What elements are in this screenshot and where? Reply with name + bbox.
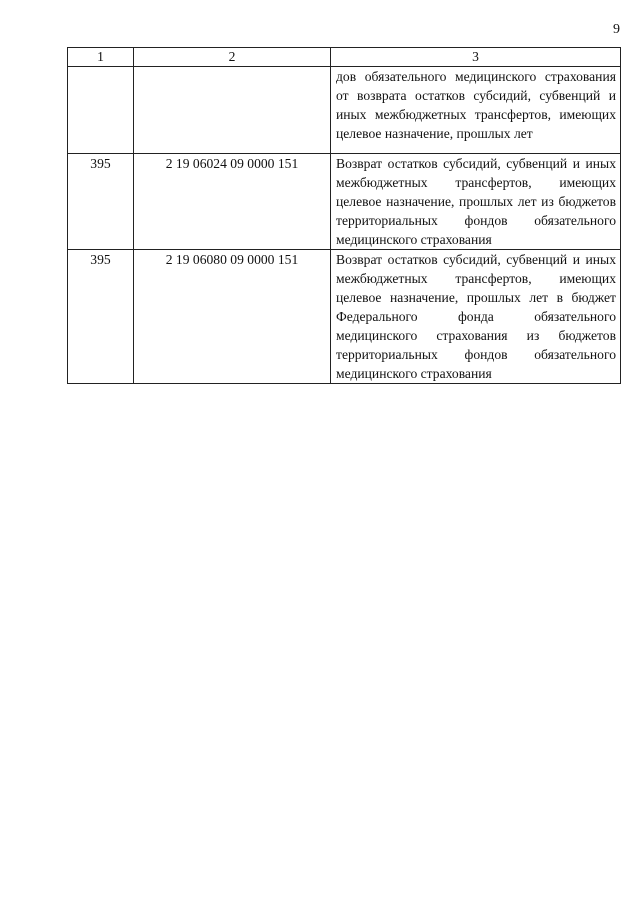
page-number: 9 (613, 22, 620, 37)
budget-classification-table (67, 47, 621, 384)
admin-code-cell (68, 67, 134, 154)
table-row (68, 67, 621, 154)
column-header-2: 2 (134, 48, 331, 67)
column-header-1: 1 (68, 48, 134, 67)
budget-code-cell (134, 67, 331, 154)
description-cell: дов обязательного медицинского страхования от возврата остатков субсидий, субвенций и иных межбюджетных трансфертов, имеющих целевое назначение, прошлых лет (331, 67, 621, 154)
description-cell: Возврат остатков субсидий, субвенций и иных межбюджетных трансфертов, имеющих целевое назначение, прошлых лет в бюджет Федерального фонда обязательного медицинского страхования из бюджетов территориальных фондов обязательного медицинского страхования (331, 250, 621, 384)
column-header-3: 3 (331, 48, 621, 67)
table-header-row (68, 48, 621, 67)
admin-code-cell: 395 (68, 250, 134, 384)
budget-code-cell: 2 19 06080 09 0000 151 (134, 250, 331, 384)
table-row (68, 250, 621, 384)
description-cell: Возврат остатков субсидий, субвенций и иных межбюджетных трансфертов, имеющих целевое назначение, прошлых лет из бюджетов территориальных фондов обязательного медицинского страхования (331, 154, 621, 250)
budget-code-cell: 2 19 06024 09 0000 151 (134, 154, 331, 250)
table-row (68, 154, 621, 250)
admin-code-cell: 395 (68, 154, 134, 250)
